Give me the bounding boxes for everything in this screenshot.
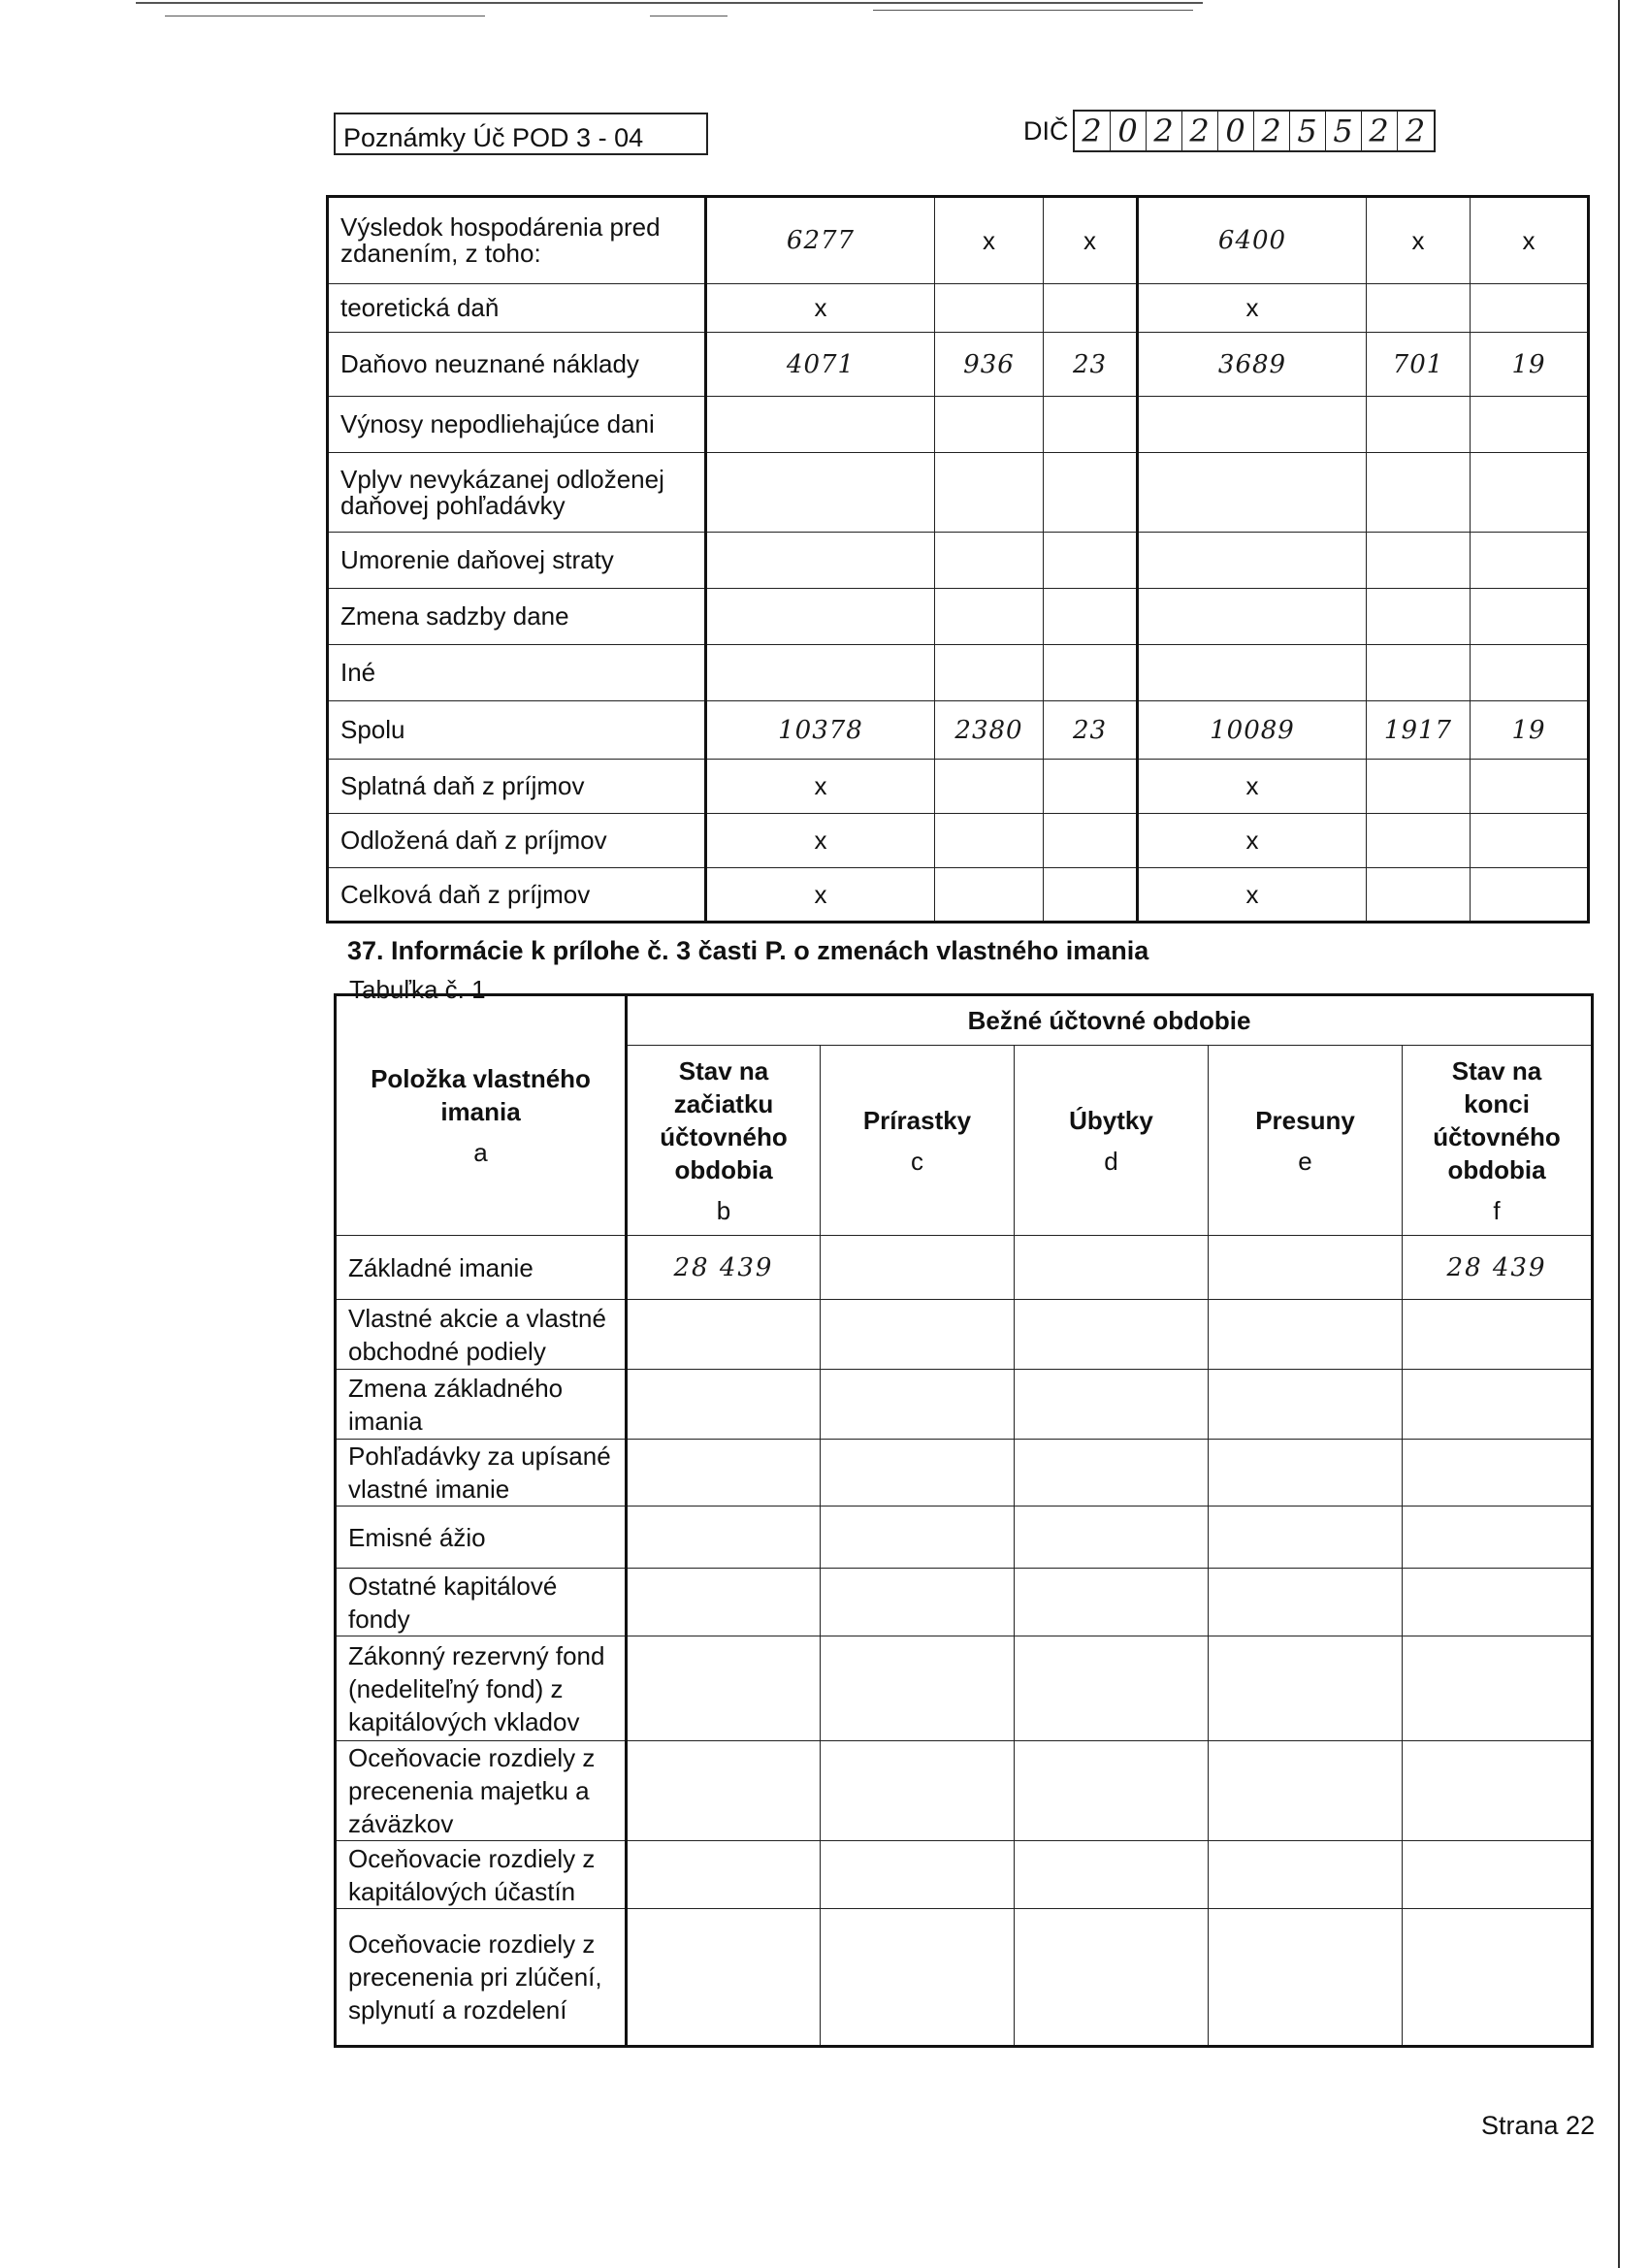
tax-cell: 19 — [1471, 701, 1589, 760]
equity-cell — [1015, 1569, 1209, 1636]
tax-row-label: Spolu — [328, 701, 706, 760]
tax-reconciliation-table — [326, 195, 1590, 923]
col-header-letter: f — [1493, 1195, 1501, 1225]
tax-cell: 936 — [935, 333, 1044, 397]
tax-cell: x — [1044, 197, 1138, 284]
tax-cell — [935, 533, 1044, 589]
equity-cell — [1015, 1300, 1209, 1370]
tax-row — [328, 589, 1589, 645]
col-header-letter: e — [1298, 1146, 1312, 1176]
tax-cell — [1138, 453, 1367, 533]
col-header — [627, 1046, 821, 1236]
tax-row-label: Daňovo neuznané náklady — [328, 333, 706, 397]
dic-digit: 2 — [1362, 112, 1398, 150]
equity-cell — [821, 1507, 1015, 1569]
tax-cell: 2380 — [935, 701, 1044, 760]
table-caption: Tabuľka č. 1 — [349, 975, 486, 1004]
equity-cell — [1209, 1741, 1403, 1841]
tax-cell — [1367, 814, 1471, 868]
dic-digit: 5 — [1290, 112, 1326, 150]
tax-cell — [1367, 284, 1471, 333]
tax-cell — [1044, 645, 1138, 701]
tax-cell — [1138, 589, 1367, 645]
tax-cell — [706, 589, 935, 645]
tax-row — [328, 333, 1589, 397]
tax-row — [328, 760, 1589, 814]
tax-cell — [935, 589, 1044, 645]
equity-cell — [1015, 1841, 1209, 1909]
col-header — [1403, 1046, 1593, 1236]
equity-cell — [1209, 1236, 1403, 1300]
col-header — [1209, 1046, 1403, 1236]
col-header-letter: b — [716, 1195, 731, 1225]
dic-digit: 2 — [1075, 112, 1111, 150]
tax-cell — [1044, 453, 1138, 533]
col-header-label: Presuny — [1255, 1105, 1355, 1135]
tax-cell — [706, 645, 935, 701]
note-label-box — [334, 113, 708, 155]
tax-row — [328, 453, 1589, 533]
page-number: Strana 22 — [1481, 2111, 1596, 2140]
dic-digit: 2 — [1405, 113, 1426, 149]
equity-row — [336, 1741, 1593, 1841]
tax-cell — [706, 397, 935, 453]
equity-cell — [1403, 1370, 1593, 1440]
tax-cell — [1471, 589, 1589, 645]
equity-row — [336, 1841, 1593, 1909]
equity-cell — [821, 1370, 1015, 1440]
tax-cell — [1471, 453, 1589, 533]
dic-digit-cells — [1073, 110, 1436, 152]
scan-artifact-line — [136, 2, 1203, 4]
tax-cell: 19 — [1471, 333, 1589, 397]
tax-cell — [935, 645, 1044, 701]
dic-digit: 2 — [1182, 112, 1218, 150]
col-header — [821, 1046, 1015, 1236]
tax-row — [328, 533, 1589, 589]
tax-row-label: Iné — [328, 645, 706, 701]
tax-row — [328, 814, 1589, 868]
col-header-item-label: Položka vlastného imania — [371, 1064, 591, 1126]
tax-cell — [1471, 533, 1589, 589]
equity-cell — [1015, 1909, 1209, 2047]
dic-label: DIČ — [1023, 115, 1069, 146]
tax-cell: 23 — [1044, 701, 1138, 760]
tax-cell: 10089 — [1138, 701, 1367, 760]
equity-cell — [1403, 1841, 1593, 1909]
tax-cell — [1471, 868, 1589, 923]
dic-digit: 2 — [1147, 112, 1182, 150]
equity-row-label: Oceňovacie rozdiely z precenenia pri zlúčení, splynutí a rozdelení — [336, 1909, 627, 2047]
tax-cell: x — [1138, 868, 1367, 923]
equity-cell — [1403, 1741, 1593, 1841]
equity-row-label: Oceňovacie rozdiely z kapitálových účastín — [336, 1841, 627, 1909]
tax-cell — [1044, 589, 1138, 645]
equity-cell — [821, 1440, 1015, 1507]
tax-cell — [1367, 589, 1471, 645]
equity-row — [336, 1909, 1593, 2047]
tax-cell — [935, 868, 1044, 923]
tax-cell: 701 — [1367, 333, 1471, 397]
tax-cell — [1367, 533, 1471, 589]
equity-changes-table — [334, 993, 1594, 2048]
dic-digit: 0 — [1111, 112, 1147, 150]
equity-row — [336, 1569, 1593, 1636]
tax-cell: 6277 — [706, 197, 935, 284]
tax-cell — [935, 284, 1044, 333]
tax-row-label: Splatná daň z príjmov — [328, 760, 706, 814]
tax-cell: x — [935, 197, 1044, 284]
equity-cell — [627, 1569, 821, 1636]
col-header-label: Stav na začiatku účtovného obdobia — [660, 1055, 788, 1184]
equity-row-label: Oceňovacie rozdiely z precenenia majetku a záväzkov — [336, 1741, 627, 1841]
equity-cell — [1403, 1440, 1593, 1507]
equity-row-label: Zmena základného imania — [336, 1370, 627, 1440]
tax-cell: x — [1367, 197, 1471, 284]
tax-cell — [1044, 868, 1138, 923]
equity-cell — [1209, 1909, 1403, 2047]
equity-row-label: Vlastné akcie a vlastné obchodné podiely — [336, 1300, 627, 1370]
tax-cell — [1367, 453, 1471, 533]
tax-row — [328, 397, 1589, 453]
tax-row-label: Umorenie daňovej straty — [328, 533, 706, 589]
tax-cell: 10378 — [706, 701, 935, 760]
equity-row — [336, 1300, 1593, 1370]
equity-cell — [1015, 1636, 1209, 1741]
tax-row — [328, 868, 1589, 923]
tax-row-label: Celková daň z príjmov — [328, 868, 706, 923]
dic-field — [1023, 110, 1436, 152]
equity-cell — [821, 1569, 1015, 1636]
equity-cell — [1209, 1507, 1403, 1569]
equity-cell — [1403, 1569, 1593, 1636]
equity-cell — [1209, 1370, 1403, 1440]
tax-cell — [935, 760, 1044, 814]
tax-cell: 3689 — [1138, 333, 1367, 397]
tax-row-label: teoretická daň — [328, 284, 706, 333]
dic-digit: 2 — [1254, 112, 1290, 150]
equity-row-label: Emisné ážio — [336, 1507, 627, 1569]
tax-cell: x — [706, 760, 935, 814]
equity-cell — [1403, 1300, 1593, 1370]
equity-row-label: Ostatné kapitálové fondy — [336, 1569, 627, 1636]
tax-cell — [1044, 284, 1138, 333]
col-header — [1015, 1046, 1209, 1236]
tax-cell — [706, 453, 935, 533]
tax-cell — [1138, 645, 1367, 701]
tax-cell — [1138, 397, 1367, 453]
scan-artifact-line — [873, 10, 1193, 11]
equity-row — [336, 1507, 1593, 1569]
equity-cell — [1209, 1841, 1403, 1909]
tax-row-label: Výsledok hospodárenia pred zdanením, z toho: — [328, 197, 706, 284]
equity-cell — [1209, 1569, 1403, 1636]
tax-row-label: Vplyv nevykázanej odloženej daňovej pohľadávky — [328, 453, 706, 533]
equity-row-label: Pohľadávky za upísané vlastné imanie — [336, 1440, 627, 1507]
tax-cell: 6400 — [1138, 197, 1367, 284]
col-header-label: Prírastky — [862, 1105, 972, 1135]
equity-cell — [627, 1300, 821, 1370]
equity-cell — [627, 1741, 821, 1841]
col-header-letter: d — [1104, 1146, 1118, 1176]
tax-cell — [1471, 397, 1589, 453]
col-header-item — [336, 995, 627, 1236]
equity-row — [336, 1370, 1593, 1440]
tax-row — [328, 197, 1589, 284]
tax-cell — [1367, 868, 1471, 923]
equity-cell — [821, 1741, 1015, 1841]
dic-digit: 5 — [1326, 112, 1362, 150]
tax-cell — [1367, 397, 1471, 453]
equity-cell — [821, 1636, 1015, 1741]
tax-cell — [935, 453, 1044, 533]
note-label: Poznámky Úč POD 3 - 04 — [343, 123, 644, 152]
equity-cell — [1403, 1909, 1593, 2047]
tax-row — [328, 284, 1589, 333]
tax-cell — [1044, 814, 1138, 868]
equity-cell — [821, 1909, 1015, 2047]
tax-cell: 4071 — [706, 333, 935, 397]
tax-cell: x — [706, 868, 935, 923]
tax-cell: 23 — [1044, 333, 1138, 397]
equity-cell — [821, 1236, 1015, 1300]
tax-row — [328, 645, 1589, 701]
equity-cell — [627, 1370, 821, 1440]
equity-cell — [627, 1507, 821, 1569]
equity-cell — [1209, 1440, 1403, 1507]
col-header-label: Stav na konci účtovného obdobia — [1433, 1055, 1561, 1184]
equity-cell — [1403, 1507, 1593, 1569]
col-header-letter: a — [473, 1138, 488, 1167]
equity-row — [336, 1440, 1593, 1507]
equity-cell — [1015, 1370, 1209, 1440]
tax-cell — [1044, 533, 1138, 589]
tax-cell: x — [1471, 197, 1589, 284]
tax-row-label: Zmena sadzby dane — [328, 589, 706, 645]
tax-cell: x — [706, 284, 935, 333]
tax-cell: x — [706, 814, 935, 868]
equity-cell — [821, 1300, 1015, 1370]
scan-artifact-line — [1618, 0, 1620, 2268]
group-header: Bežné účtovné obdobie — [627, 995, 1593, 1046]
tax-cell — [1367, 645, 1471, 701]
tax-cell — [706, 533, 935, 589]
tax-cell — [1044, 760, 1138, 814]
equity-cell — [821, 1841, 1015, 1909]
dic-digit: 0 — [1218, 112, 1254, 150]
tax-row — [328, 701, 1589, 760]
equity-cell — [627, 1909, 821, 2047]
tax-cell — [1044, 397, 1138, 453]
equity-cell — [627, 1636, 821, 1741]
equity-row — [336, 1236, 1593, 1300]
equity-cell — [1015, 1236, 1209, 1300]
tax-cell — [1471, 645, 1589, 701]
tax-row-label: Výnosy nepodliehajúce dani — [328, 397, 706, 453]
equity-cell — [1015, 1741, 1209, 1841]
tax-cell — [1471, 814, 1589, 868]
equity-cell — [1209, 1300, 1403, 1370]
equity-row — [336, 1636, 1593, 1741]
col-header-letter: c — [911, 1146, 923, 1176]
equity-cell — [1209, 1636, 1403, 1741]
tax-cell: x — [1138, 284, 1367, 333]
tax-cell — [935, 814, 1044, 868]
equity-cell — [627, 1440, 821, 1507]
equity-cell — [1015, 1507, 1209, 1569]
equity-cell — [627, 1841, 821, 1909]
section-title: 37. Informácie k prílohe č. 3 časti P. o zmenách vlastného imania — [347, 936, 1149, 965]
equity-cell — [1403, 1636, 1593, 1741]
tax-cell: x — [1138, 814, 1367, 868]
equity-cell: 28 439 — [627, 1236, 821, 1300]
equity-cell: 28 439 — [1403, 1236, 1593, 1300]
tax-cell — [935, 397, 1044, 453]
tax-cell: x — [1138, 760, 1367, 814]
equity-row-label: Základné imanie — [336, 1236, 627, 1300]
tax-row-label: Odložená daň z príjmov — [328, 814, 706, 868]
equity-row-label: Zákonný rezervný fond (nedeliteľný fond) z kapitálových vkladov — [336, 1636, 627, 1741]
tax-cell — [1367, 760, 1471, 814]
tax-cell: 1917 — [1367, 701, 1471, 760]
tax-cell — [1471, 760, 1589, 814]
col-header-label: Úbytky — [1069, 1105, 1153, 1135]
tax-cell — [1471, 284, 1589, 333]
equity-cell — [1015, 1440, 1209, 1507]
tax-cell — [1138, 533, 1367, 589]
